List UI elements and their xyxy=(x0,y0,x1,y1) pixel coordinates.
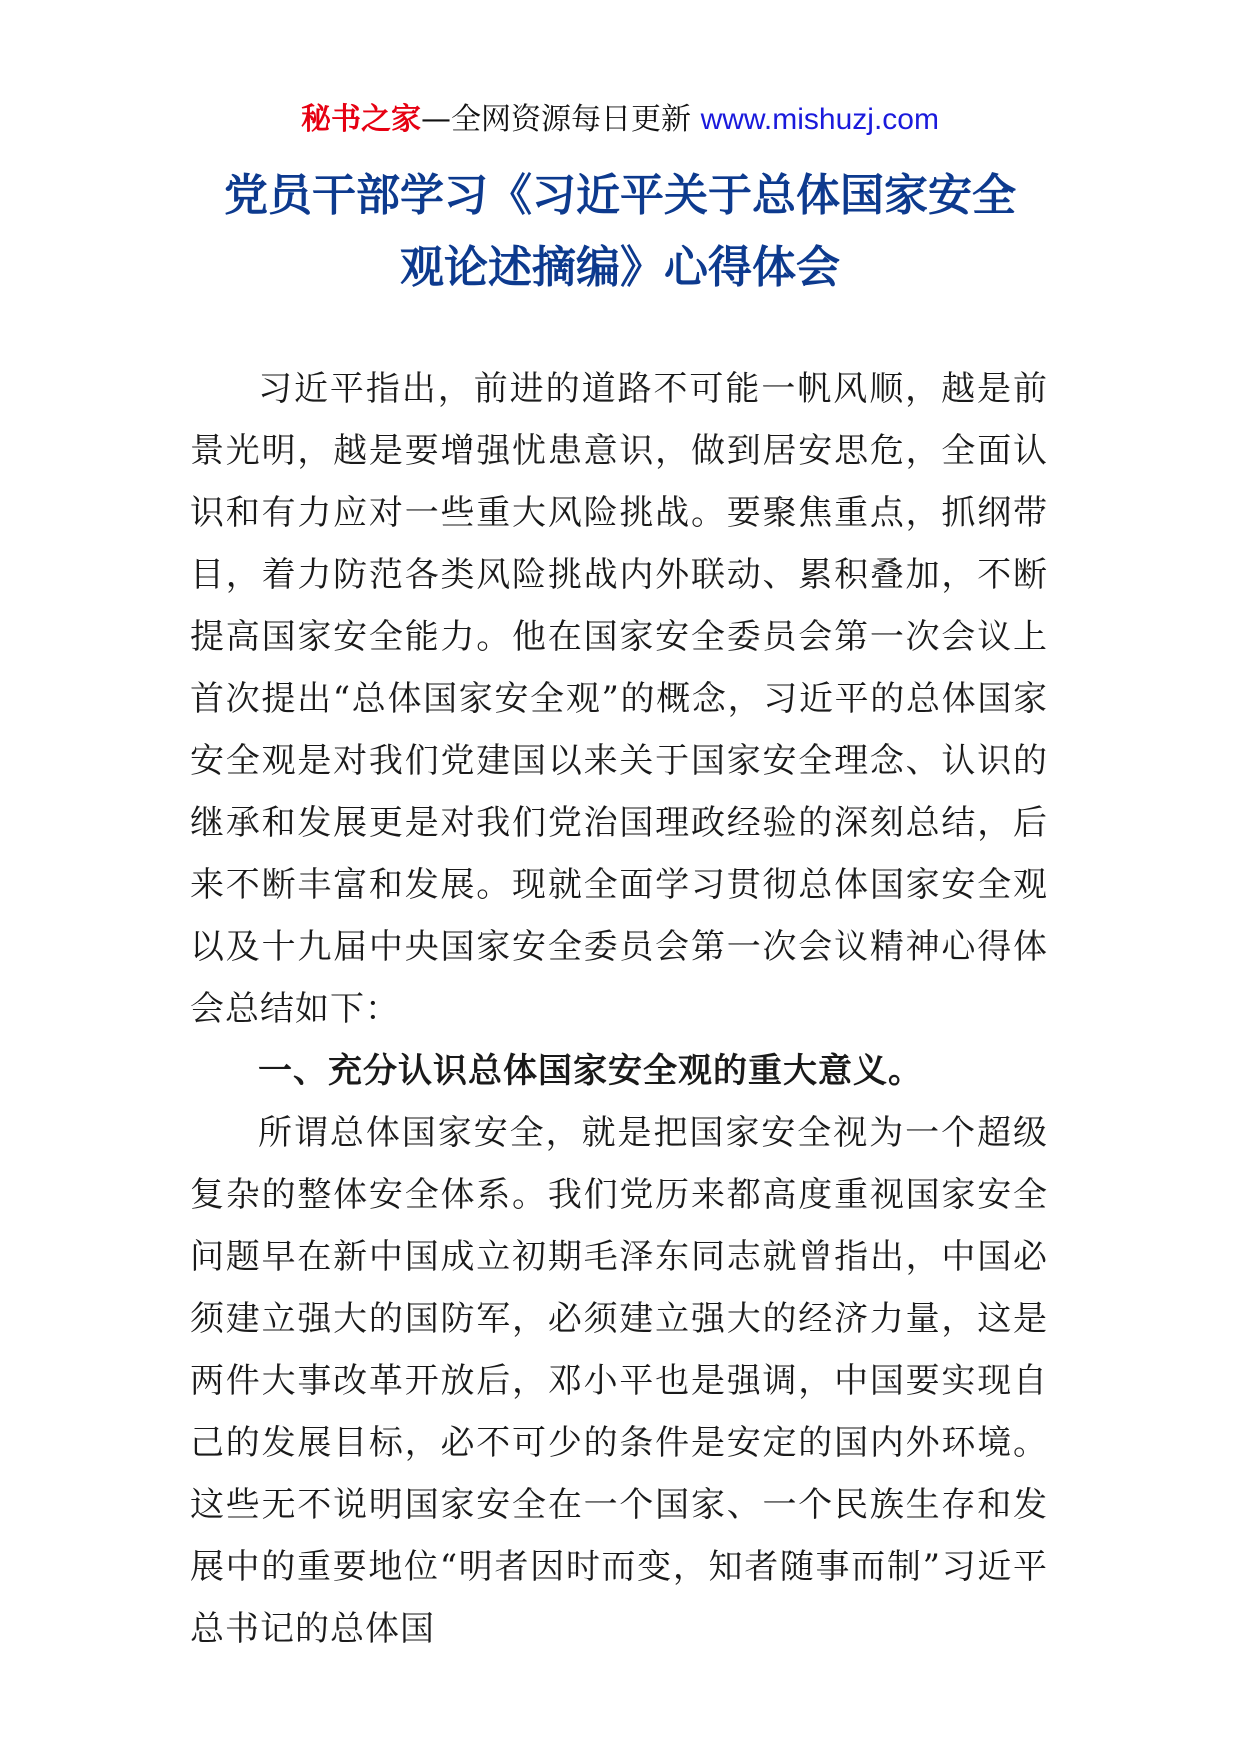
body-paragraph: 所谓总体国家安全，就是把国家安全视为一个超级复杂的整体安全体系。我们党历来都高度重视国家安全问题早在新中国成立初期毛泽东同志就曾指出，中国必须建立强大的国防军，必须建立强大的经济力量，这是两件大事改革开放后，邓小平也是强调，中国要实现自己的发展目标，必不可少的条件是安定的国内外环境。这些无不说明国家安全在一个国家、一个民族生存和发展中的重要地位“明者因时而变，知者随事而制”习近平总书记的总体国 xyxy=(190,1113,1048,1649)
site-url-link[interactable]: www.mishuzj.com xyxy=(700,103,939,136)
document-title-line-2: 观论述摘编》心得体会 xyxy=(400,242,840,293)
site-header xyxy=(0,100,1240,140)
section-heading: 一、充分认识总体国家安全观的重大意义。 xyxy=(258,1051,923,1091)
body-paragraph: 习近平指出，前进的道路不可能一帆风顺，越是前景光明，越是要增强忧患意识，做到居安思危，全面认识和有力应对一些重大风险挑战。要聚焦重点，抓纲带目，着力防范各类风险挑战内外联动、累积叠加，不断提高国家安全能力。他在国家安全委员会第一次会议上首次提出“总体国家安全观”的概念，习近平的总体国家安全观是对我们党建国以来关于国家安全理念、认识的继承和发展更是对我们党治国理政经验的深刻总结，后来不断丰富和发展。现就全面学习贯彻总体国家安全观以及十九届中央国家安全委员会第一次会议精神心得体会总结如下： xyxy=(190,369,1048,1029)
document-title xyxy=(0,160,1240,304)
document-title-line-1: 党员干部学习《习近平关于总体国家安全 xyxy=(224,170,1016,221)
document-body xyxy=(190,358,1048,1660)
site-brand: 秘书之家 xyxy=(301,102,422,137)
site-tagline: —全网资源每日更新 xyxy=(421,102,692,137)
